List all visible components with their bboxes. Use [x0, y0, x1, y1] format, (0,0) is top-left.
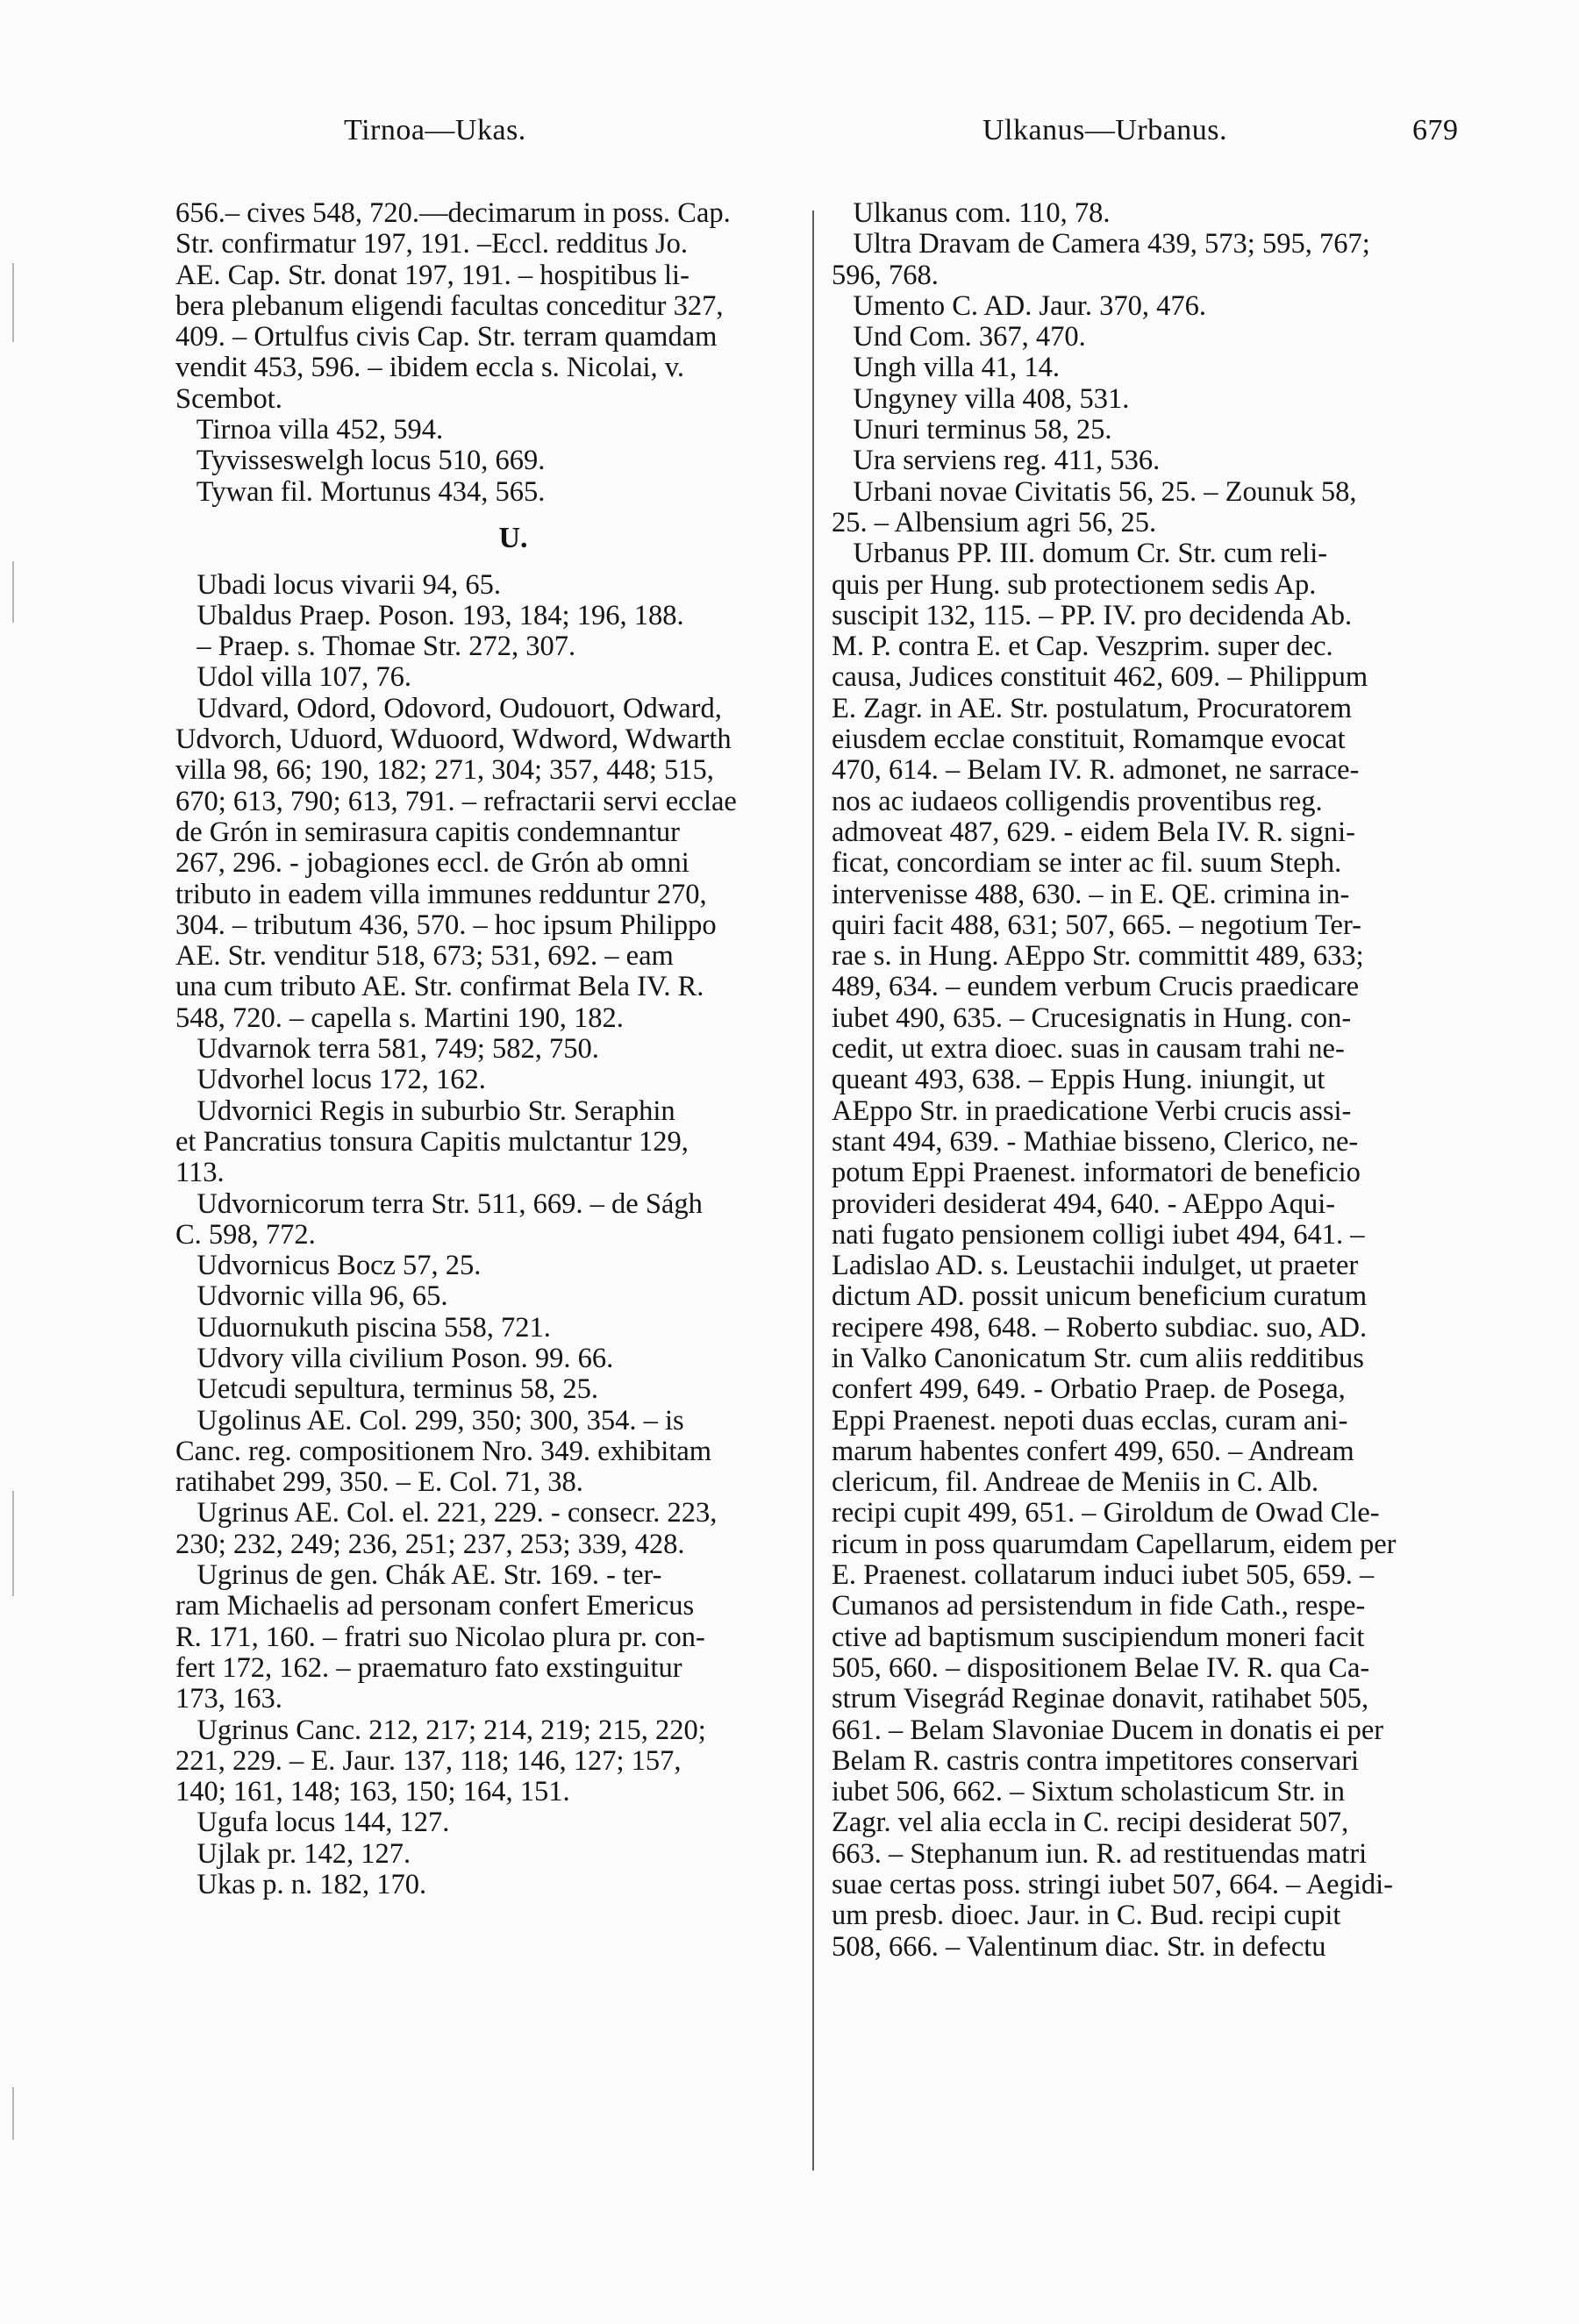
index-line: Eppi Praenest. nepoti duas ecclas, curam ani-: [832, 1405, 1348, 1436]
column-divider: [812, 210, 814, 2171]
index-line: Ungyney villa 408, 531.: [832, 383, 1130, 415]
running-head-left: Tirnoa—Ukas.: [344, 114, 526, 146]
index-line: Udol villa 107, 76.: [175, 662, 412, 694]
index-line: E. Praenest. collatarum induci iubet 505, 659. –: [832, 1560, 1375, 1592]
index-line: 25. – Albensium agri 56, 25.: [832, 507, 1157, 538]
index-line: intervenisse 488, 630. – in E. QE. crimina in-: [832, 879, 1350, 910]
index-line: 505, 660. – dispositionem Belae IV. R. qua Ca-: [832, 1652, 1370, 1684]
page-header: [0, 114, 1579, 158]
index-line: Cumanos ad persistendum in fide Cath., respe-: [832, 1591, 1366, 1622]
index-line: AE. Cap. Str. donat 197, 191. – hospitibus li-: [175, 260, 689, 291]
index-line: in Valko Canonicatum Str. cum aliis redditibus: [832, 1343, 1364, 1374]
section-heading: U.: [498, 521, 528, 554]
scan-edge-mark: [12, 2087, 14, 2140]
index-line: Udvard, Odord, Odovord, Oudouort, Odward,: [175, 693, 722, 724]
index-line: E. Zagr. in AE. Str. postulatum, Procuratorem: [832, 693, 1353, 724]
index-line: Ultra Dravam de Camera 439, 573; 595, 767;: [832, 229, 1370, 260]
left-entries-after: [175, 570, 798, 1901]
index-line: iubet 490, 635. – Crucesignatis in Hung. con-: [832, 1002, 1352, 1034]
index-line: recipere 498, 648. – Roberto subdiac. suo, AD.: [832, 1312, 1368, 1344]
index-line: Ura serviens reg. 411, 536.: [832, 446, 1161, 477]
index-line: um presb. dioec. Jaur. in C. Bud. recipi cupit: [832, 1900, 1341, 1932]
index-line: Str. confirmatur 197, 191. –Eccl. redditus Jo.: [175, 229, 689, 260]
index-line: Umento C. AD. Jaur. 370, 476.: [832, 290, 1207, 322]
index-line: Uetcudi sepultura, terminus 58, 25.: [175, 1374, 598, 1406]
index-line: 596, 768.: [832, 260, 939, 291]
left-entries-before: [175, 198, 798, 508]
index-line: Urbanus PP. III. domum Cr. Str. cum reli-: [832, 538, 1328, 570]
index-line: suscipit 132, 115. – PP. IV. pro decidenda Ab.: [832, 600, 1353, 631]
index-line: nos ac iudaeos colligendis proventibus reg.: [832, 786, 1323, 817]
index-line: 670; 613, 790; 613, 791. – refractarii servi ecclae: [175, 786, 737, 817]
index-line: Udvornicorum terra Str. 511, 669. – de Ságh: [175, 1188, 703, 1220]
index-line: ficat, concordiam se inter ac fil. suum Steph.: [832, 848, 1342, 880]
index-line: 661. – Belam Slavoniae Ducem in donatis ei per: [832, 1714, 1384, 1746]
index-line: eiusdem ecclae constituit, Romamque evocat: [832, 724, 1346, 756]
index-line: tributo in eadem villa immunes redduntur 270,: [175, 879, 707, 910]
index-line: Tywan fil. Mortunus 434, 565.: [175, 476, 546, 508]
index-line: Ugrinus AE. Col. el. 221, 229. - consecr. 223,: [175, 1498, 718, 1529]
index-line: ram Michaelis ad personam confert Emericus: [175, 1591, 695, 1622]
index-line: Udvorhel locus 172, 162.: [175, 1065, 486, 1096]
index-line: recipi cupit 499, 651. – Giroldum de Owad Cle-: [832, 1498, 1380, 1529]
index-line: 489, 634. – eundem verbum Crucis praedicare: [832, 972, 1360, 1003]
index-line: villa 98, 66; 190, 182; 271, 304; 357, 448; 515,: [175, 755, 714, 787]
index-line: Scembot.: [175, 383, 282, 415]
running-head-right: Ulkanus—Urbanus.: [982, 114, 1228, 146]
index-line: causa, Judices constituit 462, 609. – Philippum: [832, 662, 1368, 694]
index-line: Unuri terminus 58, 25.: [832, 415, 1112, 446]
index-line: R. 171, 160. – fratri suo Nicolao plura pr. con-: [175, 1622, 705, 1653]
index-line: Ugolinus AE. Col. 299, 350; 300, 354. – is: [175, 1405, 684, 1436]
scan-edge-mark: [12, 263, 14, 342]
index-line: bera plebanum eligendi facultas conceditur 327,: [175, 290, 724, 322]
index-line: Uduornukuth piscina 558, 721.: [175, 1312, 551, 1344]
index-line: 113.: [175, 1158, 225, 1189]
index-line: Ladislao AD. s. Leustachii indulget, ut praeter: [832, 1251, 1359, 1282]
index-line: Udvarnok terra 581, 749; 582, 750.: [175, 1034, 599, 1066]
index-line: ricum in poss quarumdam Capellarum, eidem per: [832, 1529, 1397, 1560]
index-line: Ubaldus Praep. Poson. 193, 184; 196, 188.: [175, 600, 684, 631]
index-line: 230; 232, 249; 236, 251; 237, 253; 339, 428.: [175, 1529, 685, 1560]
index-line: quiri facit 488, 631; 507, 665. – negotium Ter-: [832, 909, 1361, 941]
index-line: AE. Str. venditur 518, 673; 531, 692. – eam: [175, 941, 674, 973]
index-line: dictum AD. possit unicum beneficium curatum: [832, 1281, 1368, 1313]
index-line: confert 499, 649. - Orbatio Praep. de Posega,: [832, 1374, 1346, 1406]
index-line: Ukas p. n. 182, 170.: [175, 1870, 427, 1901]
index-line: Ugrinus Canc. 212, 217; 214, 219; 215, 220;: [175, 1714, 706, 1746]
index-line: Ugufa locus 144, 127.: [175, 1807, 450, 1839]
index-line: stant 494, 639. - Mathiae bisseno, Clerico, ne-: [832, 1126, 1359, 1158]
index-line: Ungh villa 41, 14.: [832, 353, 1060, 384]
index-line: Belam R. castris contra impetitores conservari: [832, 1745, 1360, 1777]
index-line: 140; 161, 148; 163, 150; 164, 151.: [175, 1777, 570, 1808]
index-line: 409. – Ortulfus civis Cap. Str. terram quamdam: [175, 322, 718, 353]
index-line: 548, 720. – capella s. Martini 190, 182.: [175, 1002, 624, 1034]
index-line: Udvornici Regis in suburbio Str. Seraphin: [175, 1095, 675, 1127]
index-line: M. P. contra E. et Cap. Veszprim. super dec.: [832, 631, 1333, 663]
index-line: rae s. in Hung. AEppo Str. committit 489, 633;: [832, 941, 1364, 973]
index-line: 663. – Stephanum iun. R. ad restituendas matri: [832, 1838, 1368, 1870]
index-line: 173, 163.: [175, 1684, 282, 1715]
index-line: de Grón in semirasura capitis condemnantur: [175, 816, 680, 848]
page-number: 679: [1412, 114, 1459, 146]
index-line: suae certas poss. stringi iubet 507, 664. – Aegidi-: [832, 1870, 1393, 1901]
index-line: 470, 614. – Belam IV. R. admonet, ne sarrace-: [832, 755, 1360, 787]
index-line: – Praep. s. Thomae Str. 272, 307.: [175, 631, 576, 663]
index-line: nati fugato pensionem colligi iubet 494, 641. –: [832, 1219, 1365, 1251]
left-column: [175, 198, 798, 1900]
index-line: Ubadi locus vivarii 94, 65.: [175, 569, 501, 601]
index-line: Tyvisseswelgh locus 510, 669.: [175, 446, 546, 477]
index-line: iubet 506, 662. – Sixtum scholasticum Str. in: [832, 1777, 1345, 1808]
index-line: strum Visegrád Reginae donavit, ratihabet 505,: [832, 1684, 1369, 1715]
index-line: queant 493, 638. – Eppis Hung. iniungit, ut: [832, 1065, 1325, 1096]
index-line: vendit 453, 596. – ibidem eccla s. Nicolai, v.: [175, 353, 685, 384]
index-line: una cum tributo AE. Str. confirmat Bela IV. R.: [175, 972, 704, 1003]
scan-edge-mark: [12, 1491, 14, 1596]
index-line: Udvornicus Bocz 57, 25.: [175, 1251, 482, 1282]
index-line: 304. – tributum 436, 570. – hoc ipsum Philippo: [175, 909, 717, 941]
index-line: Ujlak pr. 142, 127.: [175, 1838, 411, 1870]
index-line: Canc. reg. compositionem Nro. 349. exhibitam: [175, 1436, 712, 1467]
index-line: 656.– cives 548, 720.—decimarum in poss. Cap.: [175, 198, 731, 229]
index-line: 267, 296. - jobagiones eccl. de Grón ab omni: [175, 848, 689, 880]
index-line: fert 172, 162. – praematuro fato exstinguitur: [175, 1652, 682, 1684]
index-line: Udvorch, Uduord, Wduoord, Wdword, Wdwarth: [175, 724, 732, 756]
index-line: Udvornic villa 96, 65.: [175, 1281, 448, 1313]
right-column: [832, 198, 1453, 1963]
index-line: Ulkanus com. 110, 78.: [832, 198, 1111, 229]
index-line: quis per Hung. sub protectionem sedis Ap.: [832, 569, 1317, 601]
scan-edge-mark: [12, 561, 14, 623]
index-line: AEppo Str. in praedicatione Verbi crucis assi-: [832, 1095, 1352, 1127]
index-line: ratihabet 299, 350. – E. Col. 71, 38.: [175, 1467, 583, 1499]
index-line: Ugrinus de gen. Chák AE. Str. 169. - ter-: [175, 1560, 662, 1592]
index-line: cedit, ut extra dioec. suas in causam trahi ne-: [832, 1034, 1345, 1066]
index-line: potum Eppi Praenest. informatori de beneficio: [832, 1158, 1361, 1189]
index-line: provideri desiderat 494, 640. - AEppo Aqui-: [832, 1188, 1336, 1220]
index-line: Und Com. 367, 470.: [832, 322, 1086, 353]
index-line: Tirnoa villa 452, 594.: [175, 415, 444, 446]
index-line: 221, 229. – E. Jaur. 137, 118; 146, 127; 157,: [175, 1745, 682, 1777]
index-line: Urbani novae Civitatis 56, 25. – Zounuk 58,: [832, 476, 1357, 508]
index-line: Zagr. vel alia eccla in C. recipi desiderat 507,: [832, 1807, 1349, 1839]
index-line: marum habentes confert 499, 650. – Andream: [832, 1436, 1354, 1467]
index-line: ctive ad baptismum suscipiendum moneri facit: [832, 1622, 1365, 1653]
index-line: admoveat 487, 629. - eidem Bela IV. R. signi-: [832, 816, 1355, 848]
index-line: 508, 666. – Valentinum diac. Str. in defectu: [832, 1931, 1326, 1963]
index-line: et Pancratius tonsura Capitis mulctantur 129,: [175, 1126, 689, 1158]
index-line: clericum, fil. Andreae de Meniis in C. Alb.: [832, 1467, 1319, 1499]
right-entries: [832, 198, 1453, 1963]
index-line: C. 598, 772.: [175, 1219, 316, 1251]
index-line: Udvory villa civilium Poson. 99. 66.: [175, 1343, 614, 1374]
